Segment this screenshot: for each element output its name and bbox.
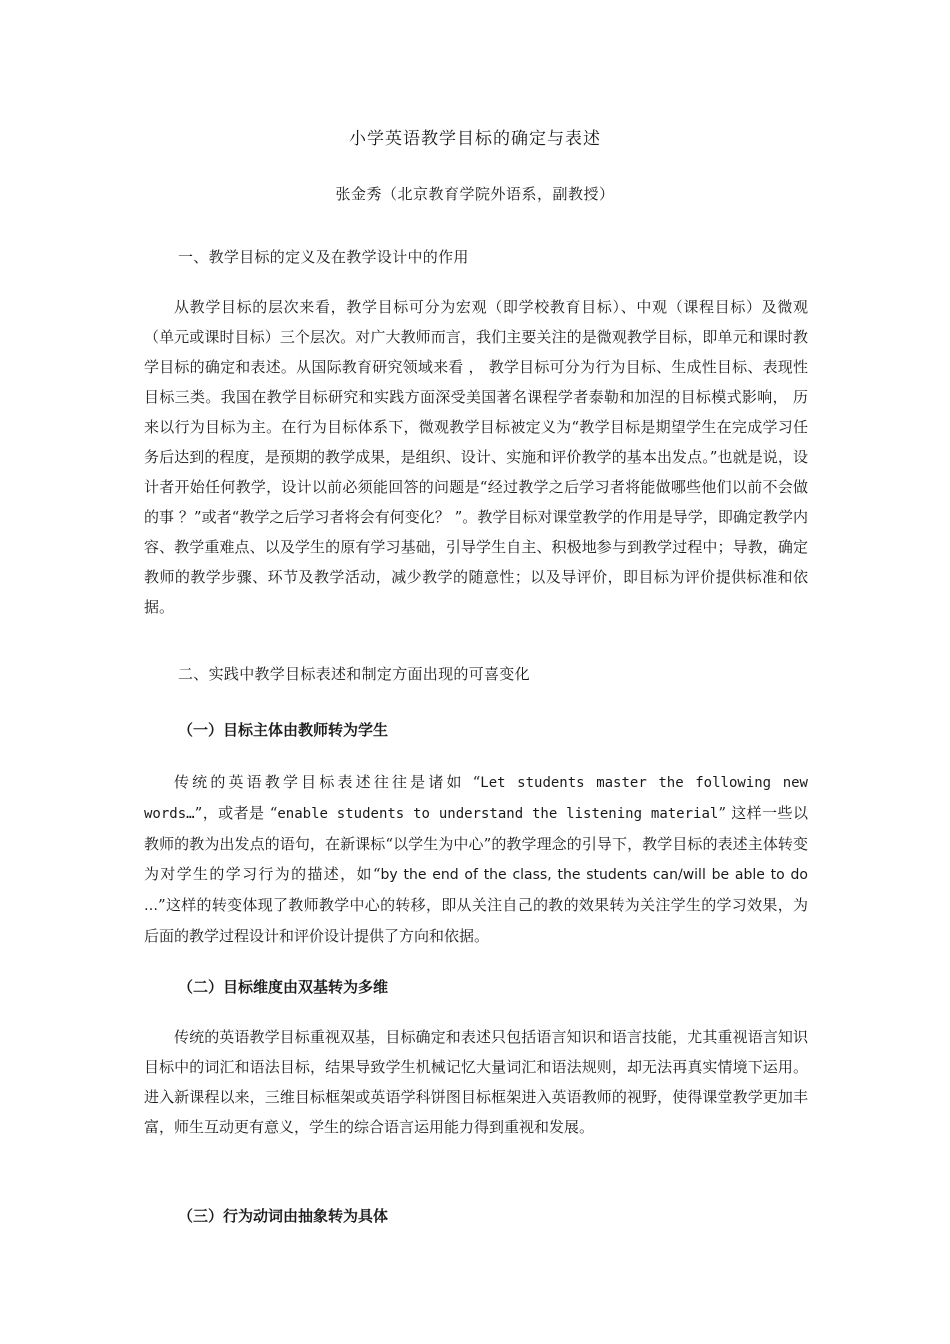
subsection1-text-c: ” 这样一些以教师的教为出发点的语句，在新课标“以学生为中心”的教学理念的引导下，教学目标的表述主体转变为对学生的学习行为的描述，如“ <box>144 804 808 883</box>
document-title: 小学英语教学目标的确定与表述 <box>349 129 601 149</box>
subsection1-heading: （一）目标主体由教师转为学生 <box>178 721 389 739</box>
subsection1-english-phrase-2: enable students to understand the listening material <box>277 806 719 822</box>
subsection1-english-phrase-3: by the end of the class, the students can/will be able to do … <box>144 867 808 914</box>
section1-paragraph: 从教学目标的层次来看，教学目标可分为宏观（即学校教育目标）、中观（课程目标）及微观（单元或课时目标）三个层次。对广大教师而言，我们主要关注的是微观教学目标，即单元和课时教学目标的确定和表述。从国际教育研究领域来看 ， 教学目标可分为行为目标、生成性目标、表现性目标三类。我国在教学目标研究和实践方面深受美国著名课程学者泰勒和加涅的目标模式影响， 历来以行为目标为主。在行为目标体系下，微观教学目标被定义为“教学目标是期望学生在完成学习任务后达到的程度，是预期的教学成果，是组织、设计、实施和评价教学的基本出发点。”也就是说，设计者开始任何教学，设计以前必须能回答的问题是“经过教学之后学习者将能做哪些他们以前不会做的事 ？”或者“教学之后学习者将会有何变化？ ”。教学目标对课堂教学的作用是导学，即确定教学内容、教学重难点、以及学生的原有学习基础，引导学生自主、积极地参与到教学过程中；导教，确定教师的教学步骤、环节及教学活动，减少教学的随意性；以及导评价，即目标为评价提供标准和依据。 <box>144 298 808 616</box>
document-author: 张金秀（北京教育学院外语系，副教授） <box>335 185 615 203</box>
section2-heading: 二、实践中教学目标表述和制定方面出现的可喜变化 <box>178 665 530 683</box>
section1-heading: 一、教学目标的定义及在教学设计中的作用 <box>178 248 469 266</box>
subsection2-heading: （二）目标维度由双基转为多维 <box>178 978 389 996</box>
subsection1-text-d: ”这样的转变体现了教师教学中心的转移，即从关注自己的教的效果转为关注学生的学习效果，为后面的教学过程设计和评价设计提供了方向和依据。 <box>144 896 808 945</box>
subsection1-english-phrase-1: Let students master the following new words… <box>144 775 808 822</box>
subsection2-paragraph: 传统的英语教学目标重视双基，目标确定和表述只包括语言知识和语言技能，尤其重视语言知识目标中的词汇和语法目标，结果导致学生机械记忆大量词汇和语法规则，却无法再真实情境下运用。进入新课程以来，三维目标框架或英语学科饼图目标框架进入英语教师的视野，使得课堂教学更加丰富，师生互动更有意义，学生的综合语言运用能力得到重视和发展。 <box>144 1028 808 1136</box>
subsection1-text-b: ”，或者是 “ <box>194 804 278 822</box>
subsection3-heading: （三）行为动词由抽象转为具体 <box>178 1207 389 1225</box>
subsection1-paragraph <box>144 767 808 951</box>
subsection1-text-a: 传统的英语教学目标表述往往是诸如 “ <box>174 773 481 791</box>
